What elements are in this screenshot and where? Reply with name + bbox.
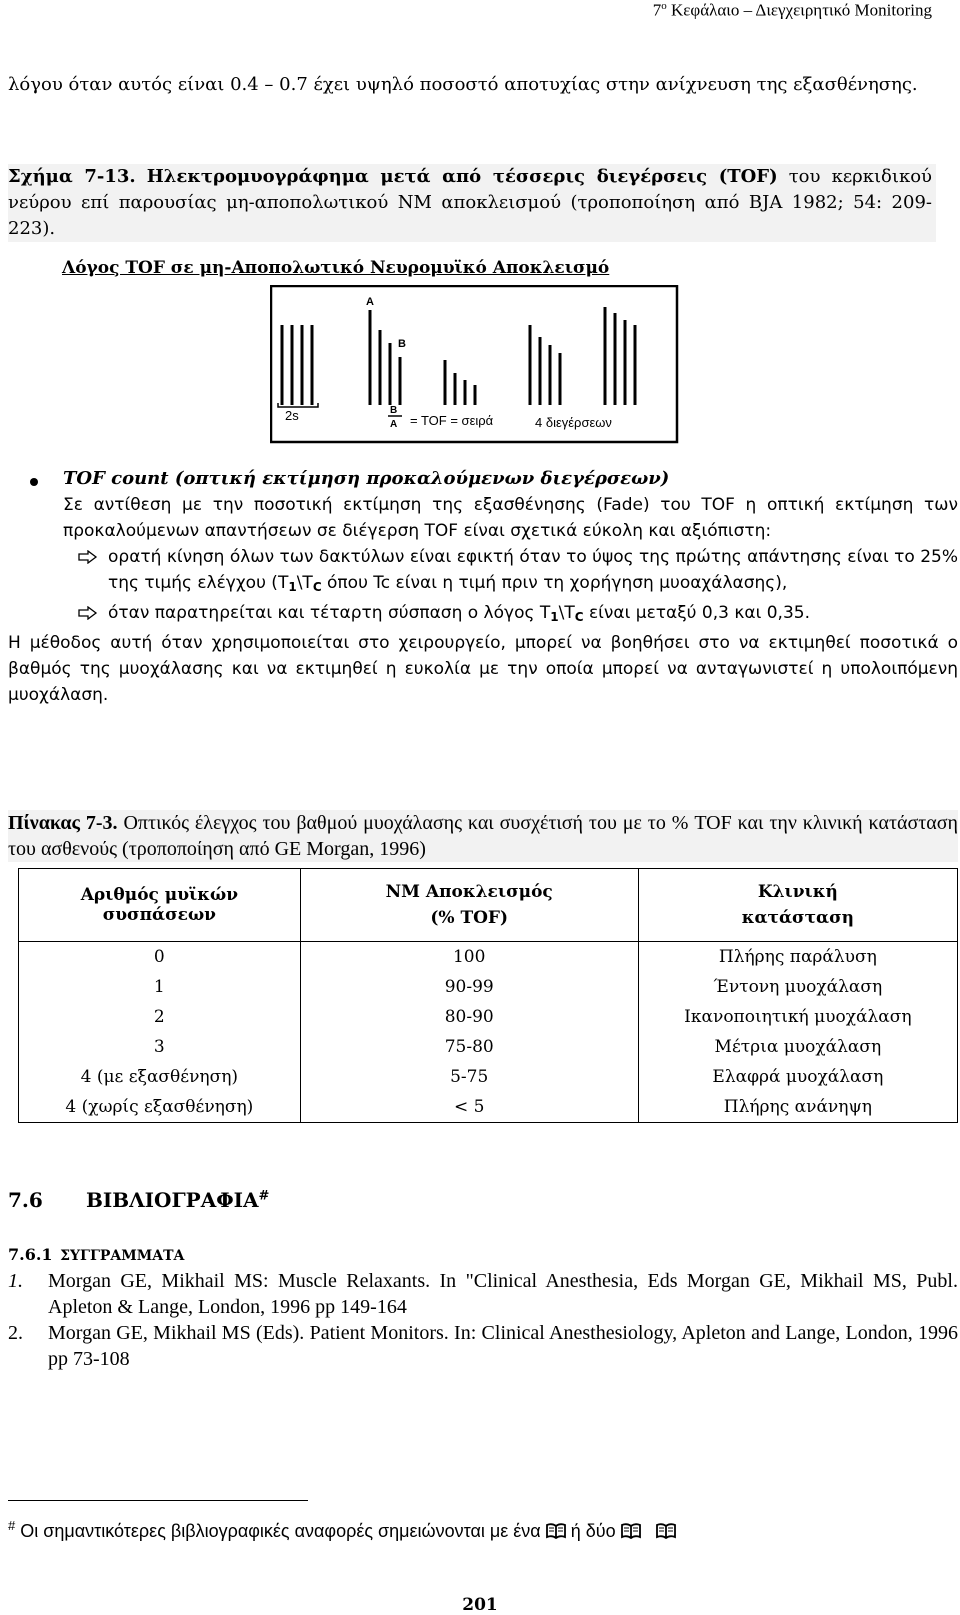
table-caption-label: Πίνακας 7-3. <box>8 812 118 834</box>
item1-text-b: \T <box>296 573 313 593</box>
table-header-row <box>19 869 958 942</box>
table-caption <box>8 810 958 862</box>
cell: 1 <box>19 972 301 1002</box>
tof-emg-figure <box>270 285 680 445</box>
subsection-title: ΣΥΓΓΡΑΜΜΑΤΑ <box>60 1248 185 1264</box>
item2-sub1: 1 <box>550 610 559 624</box>
reference-item <box>8 1320 958 1372</box>
running-header <box>653 0 932 21</box>
label-2s: 2s <box>285 408 299 423</box>
table-row <box>19 1002 958 1032</box>
item2-sub2: C <box>574 610 584 624</box>
cell: 0 <box>19 942 301 973</box>
open-book-icon <box>546 1523 566 1539</box>
tof-section <box>8 466 958 708</box>
section-title: ΒΙΒΛΙΟΓΡΑΦΙΑ <box>86 1188 259 1212</box>
reference-text: Morgan GE, Mikhail MS (Eds). Patient Monitors. In: Clinical Anesthesiology, Apleton and Lange, London, 1996 pp 73-108 <box>48 1322 958 1370</box>
bibliography-heading <box>8 1188 269 1212</box>
cell: Πλήρης ανάνηψη <box>638 1092 957 1123</box>
figure-caption <box>8 164 936 242</box>
label-b: B <box>398 338 406 350</box>
tof-heading: TOF count (οπτική εκτίμηση προκαλούμενων διεγέρσεων) <box>63 468 670 489</box>
col1-a: Αριθμός μυϊκών <box>80 885 238 905</box>
cell: 3 <box>19 1032 301 1062</box>
cell: Ικανοποιητική μυοχάλαση <box>638 1002 957 1032</box>
cell: 100 <box>300 942 638 973</box>
footnote-separator <box>8 1500 308 1501</box>
subsection-heading <box>8 1245 184 1264</box>
cell: 90-99 <box>300 972 638 1002</box>
cell: Έντονη μυοχάλαση <box>638 972 957 1002</box>
arrow-right-icon <box>78 550 98 564</box>
cell: Ελαφρά μυοχάλαση <box>638 1062 957 1092</box>
cell: < 5 <box>300 1092 638 1123</box>
ratio-a: A <box>390 419 398 430</box>
ratio-b: B <box>390 405 398 416</box>
col-contractions <box>19 869 301 942</box>
footnote-mark: # <box>8 1518 16 1533</box>
footnote-text: Οι σημαντικότερες βιβλιογραφικές αναφορές σημειώνονται με ένα <box>20 1521 541 1541</box>
table-row <box>19 972 958 1002</box>
section-number: 7.6 <box>8 1188 43 1212</box>
reference-number: 1. <box>8 1270 23 1292</box>
open-book-icon <box>621 1523 641 1539</box>
chapter-title: Κεφάλαιο – Διεγχειρητικό Monitoring <box>670 0 932 20</box>
section-title-mark: # <box>258 1188 270 1204</box>
cell: Μέτρια μυοχάλαση <box>638 1032 957 1062</box>
col3-b: κατάσταση <box>741 908 854 928</box>
tof-item-2 <box>8 600 958 630</box>
item1-text-c: όπου Tc είναι η τιμή πριν τη χορήγηση μυοαχάλασης), <box>321 573 788 593</box>
col1-b: συσπάσεων <box>102 905 216 925</box>
col2-b: (% TOF) <box>430 908 509 928</box>
col-nm-block <box>300 869 638 942</box>
item2-text-c: είναι μεταξύ 0,3 και 0,35. <box>583 603 810 623</box>
footnote <box>8 1518 676 1542</box>
figure-caption-label: Σχήμα 7-13. <box>8 166 136 187</box>
item2-text-b: \T <box>558 603 575 623</box>
col-clinical <box>638 869 957 942</box>
bullet-icon <box>30 478 38 486</box>
ratio-text-2: 4 διεγέρσεων <box>535 415 612 430</box>
figure-title-text: Λόγος TOF σε μη-Αποπολωτικό Νευρομυϊκό Αποκλεισμό <box>62 258 610 278</box>
footnote-or: ή δύο <box>570 1521 616 1541</box>
chapter-ordinal: ο <box>661 0 667 12</box>
ratio-text: = TOF = σειρά <box>410 413 494 428</box>
col3-a: Κλινική <box>757 882 838 902</box>
tof-text: Σε αντίθεση με την ποσοτική εκτίμηση της εξασθένησης (Fade) του TOF η οπτική εκτίμηση των προκαλούμενων απαντήσεων σε διέγερση TOF είναι σχετικά εύκολη και αξιόπιστη: <box>63 495 958 541</box>
page-number: 201 <box>462 1595 498 1615</box>
col2-a: ΝΜ Αποκλεισμός <box>385 882 553 902</box>
cell: 5-75 <box>300 1062 638 1092</box>
reference-text: Morgan GE, Mikhail MS: Muscle Relaxants. In "Clinical Anesthesia, Eds Morgan GE, Mikhail MS, Publ. Apleton & Lange, London, 1996 pp 149-164 <box>48 1270 958 1318</box>
tof-item-1 <box>8 544 958 600</box>
cell: Πλήρης παράλυση <box>638 942 957 973</box>
subsection-number: 7.6.1 <box>8 1245 53 1264</box>
item1-sub1: 1 <box>288 580 297 594</box>
figure-title <box>62 258 609 278</box>
item2-text-a: όταν παρατηρείται και τέταρτη σύσπαση ο λόγος T <box>108 603 551 623</box>
table-caption-text: Οπτικός έλεγχος του βαθμού μυοχάλασης και συσχέτισή του με το % TOF και την κλινική κατάσταση του ασθενούς (τροποποίηση από GE Morgan, 1996) <box>8 812 958 860</box>
cell: 2 <box>19 1002 301 1032</box>
open-book-icon <box>656 1523 676 1539</box>
arrow-right-icon <box>78 606 98 620</box>
intro-paragraph: λόγου όταν αυτός είναι 0.4 – 0.7 έχει υψηλό ποσοστό αποτυχίας στην ανίχνευση της εξασθένησης. <box>8 74 918 95</box>
table-row <box>19 1092 958 1123</box>
table-row <box>19 1032 958 1062</box>
table-row <box>19 942 958 973</box>
reference-number: 2. <box>8 1322 23 1344</box>
figure-caption-title: Ηλεκτρομυογράφημα μετά από τέσσερις διεγέρσεις (TOF) <box>146 166 778 187</box>
label-a: A <box>366 296 374 308</box>
cell: 4 (χωρίς εξασθένηση) <box>19 1092 301 1123</box>
reference-item <box>8 1268 958 1320</box>
tof-closing: Η μέθοδος αυτή όταν χρησιμοποιείται στο χειρουργείο, μπορεί να βοηθήσει στο να εκτιμηθεί ποσοτικά ο βαθμός της μυοχάλασης και να εκτιμηθεί η ευκολία με την οποία μπορεί να ανταγωνιστεί η υπολοιπόμενη μυοχάλαση. <box>8 633 958 705</box>
cell: 75-80 <box>300 1032 638 1062</box>
table-row <box>19 1062 958 1092</box>
item1-text-a: ορατή κίνηση όλων των δακτύλων είναι εφικτή όταν το ύψος της πρώτης απάντησης είναι το 25% της τιμής ελέγχου (T <box>108 547 958 593</box>
relaxation-table <box>18 868 958 1123</box>
cell: 4 (με εξασθένηση) <box>19 1062 301 1092</box>
item1-sub2: C <box>312 580 322 594</box>
figure-caption-rest: του κερκιδικού νεύρου επί παρουσίας μη-αποπολωτικού ΝΜ αποκλεισμού (τροποποίηση από BJA 1982; 54: 209-223). <box>8 166 932 239</box>
chapter-number: 7 <box>652 0 662 20</box>
cell: 80-90 <box>300 1002 638 1032</box>
